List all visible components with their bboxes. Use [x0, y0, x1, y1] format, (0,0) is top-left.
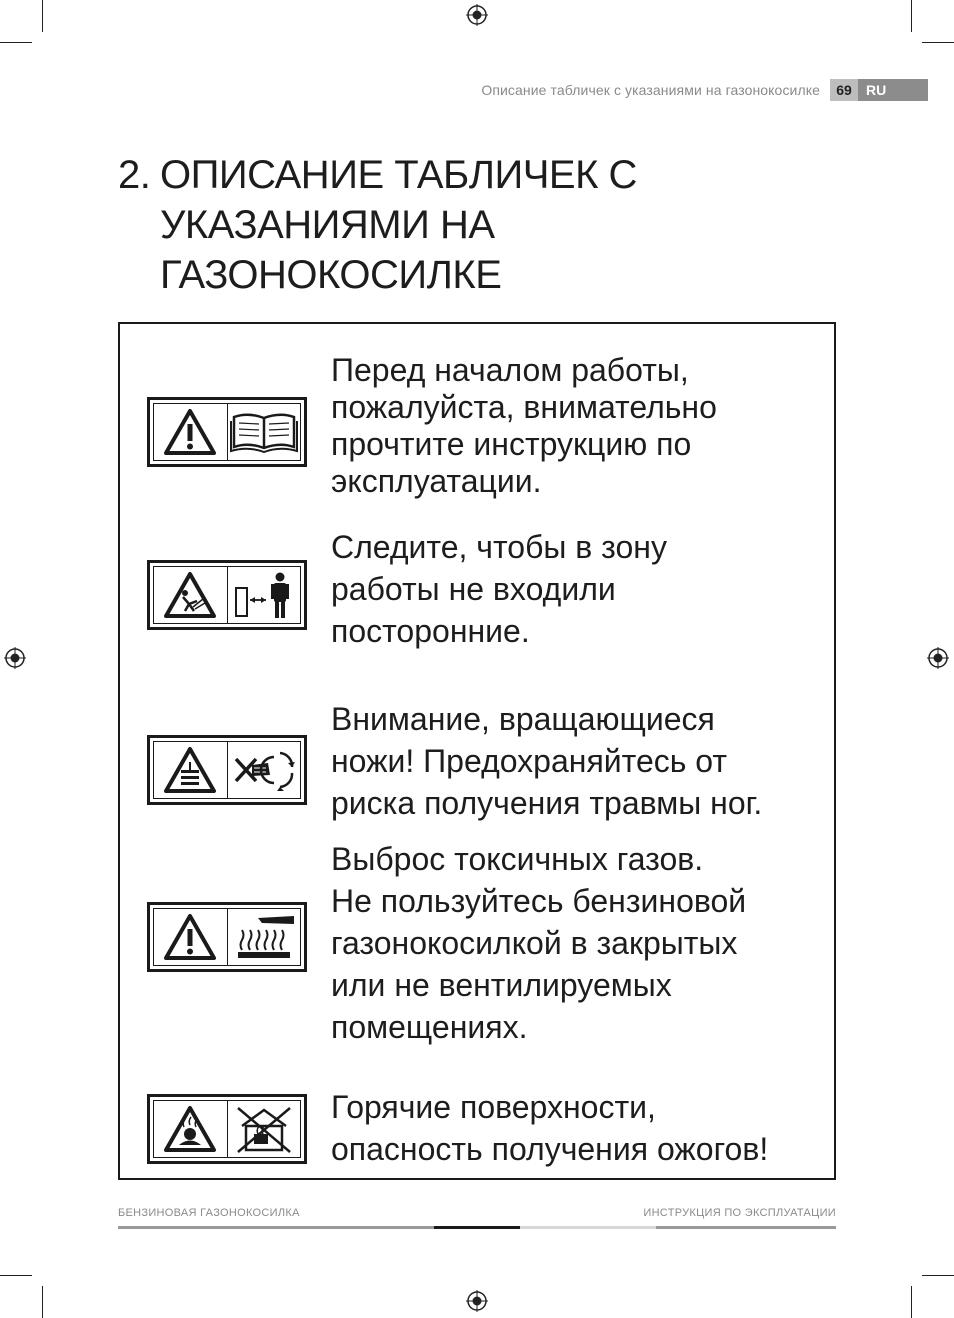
section-title-line: ОПИСАНИЕ ТАБЛИЧЕК С [160, 153, 637, 197]
language-badge: RU [858, 79, 928, 101]
warning-triangle-icon [163, 746, 217, 794]
registration-mark-icon [466, 1290, 488, 1312]
running-title: Описание табличек с указаниями на газонокосилке [481, 82, 820, 98]
warning-triangle-icon [163, 913, 217, 961]
sign-pictogram [147, 560, 307, 630]
sign-pictogram [147, 735, 307, 805]
hot-surface-icon [230, 1104, 298, 1154]
crop-mark [911, 0, 912, 32]
footer-divider [118, 1226, 434, 1229]
keep-bystanders-away-icon [230, 570, 298, 620]
sign-description: Следите, чтобы в зону работы не входили посторонние. [331, 529, 667, 649]
sign-pictogram [147, 1094, 307, 1164]
warning-triangle-icon [163, 571, 217, 619]
footer-divider [434, 1226, 520, 1229]
crop-mark [42, 1286, 43, 1318]
crop-mark [922, 42, 954, 43]
sign-description: Горячие поверхности, опасность получения ожогов! [331, 1089, 769, 1167]
sign-pictogram [147, 902, 307, 972]
section-title-line: УКАЗАНИЯМИ НА [160, 203, 495, 247]
registration-mark-icon [466, 4, 488, 26]
section-title-line: ГАЗОНОКОСИЛКЕ [160, 253, 502, 297]
read-manual-icon [230, 409, 298, 455]
registration-mark-icon [4, 647, 26, 669]
crop-mark [0, 1275, 32, 1276]
page-number: 69 [830, 79, 858, 101]
section-number: 2. [118, 153, 151, 197]
crop-mark [911, 1286, 912, 1318]
crop-mark [922, 1275, 954, 1276]
crop-mark [42, 0, 43, 32]
sign-description: Выброс токсичных газов. Не пользуйтесь бензиновой газонокосилкой в закрытых или не вентилируемых помещениях. [331, 841, 747, 1045]
warning-triangle-icon [163, 408, 217, 456]
sign-pictogram [147, 397, 307, 467]
toxic-fumes-icon [230, 912, 298, 962]
crop-mark [0, 42, 32, 43]
section-title [118, 150, 838, 300]
footer-document-type: ИНСТРУКЦИЯ ПО ЭКСПЛУАТАЦИИ [643, 1207, 836, 1219]
footer-divider [520, 1226, 656, 1229]
running-header [0, 79, 928, 101]
sign-description: Перед началом работы, пожалуйста, внимательно прочтите инструкцию по эксплуатации. [331, 352, 717, 499]
registration-mark-icon [927, 647, 949, 669]
footer-divider [656, 1226, 836, 1229]
safety-signs-table [118, 322, 836, 1180]
warning-triangle-icon [163, 1105, 217, 1153]
rotating-blades-icon [230, 745, 298, 795]
footer-product-name: БЕНЗИНОВАЯ ГАЗОНОКОСИЛКА [118, 1207, 300, 1219]
sign-description: Внимание, вращающиеся ножи! Предохраняйтесь от риска получения травмы ног. [331, 701, 763, 821]
